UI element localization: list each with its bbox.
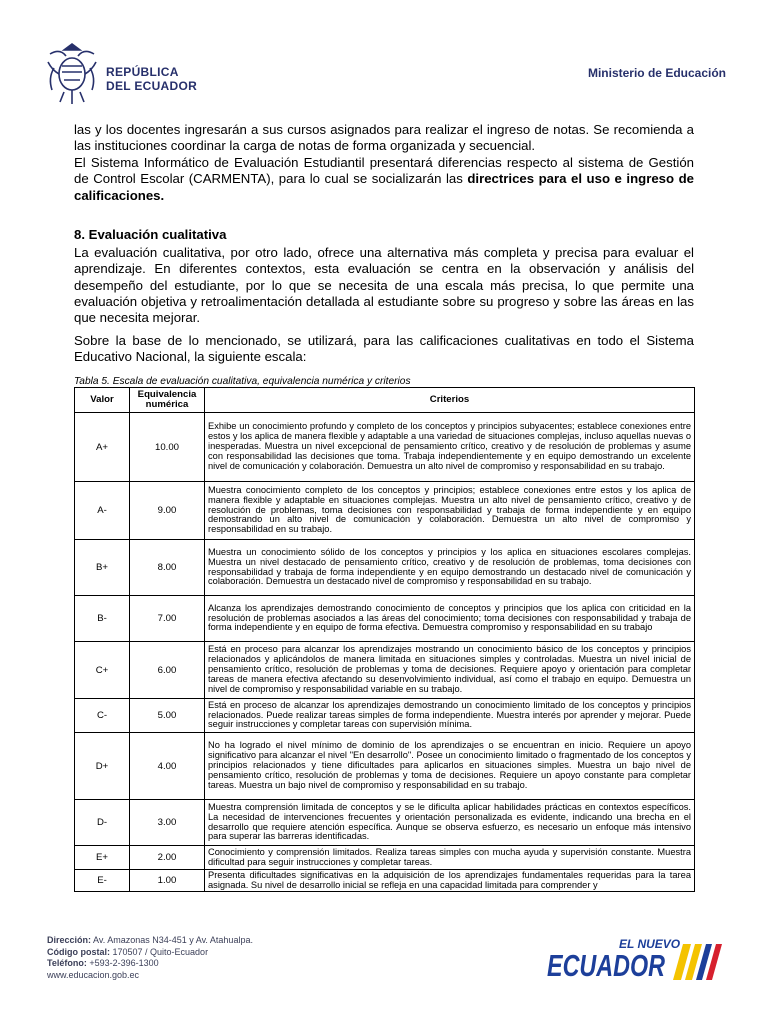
row-num: 10.00	[130, 413, 205, 482]
el-nuevo-ecuador-logo	[545, 930, 727, 986]
footer-contact	[47, 935, 253, 981]
row-num: 8.00	[130, 540, 205, 596]
table-row	[75, 699, 695, 733]
section-heading: 8. Evaluación cualitativa	[74, 227, 227, 242]
paragraph-2-text: El Sistema Informático de Evaluación Estudiantil presentará diferencias respecto al sistema de Gestión de Control Escolar (CARMENTA), para lo cual se socializarán las	[74, 155, 694, 187]
row-criterio-text: Está en proceso de alcanzar los aprendizajes demostrando un conocimiento limitado de los conceptos y principios relacionados. Puede realizar tareas simples de forma independiente. Muestra interés por aprender y mejorar. Puede seguir instrucciones y completar tareas con supervisión mínima.	[208, 700, 691, 730]
table-row	[75, 800, 695, 846]
address-label: Dirección:	[47, 935, 92, 945]
footer-address	[47, 935, 253, 947]
row-valor: C+	[75, 642, 130, 699]
paragraph-1: las y los docentes ingresarán a sus cursos asignados para realizar el ingreso de notas. Se recomienda a las instituciones coordinar la carga de notas de forma organizada y secuencial.	[74, 122, 694, 154]
row-criterio	[205, 800, 695, 846]
table-row	[75, 482, 695, 540]
row-num: 4.00	[130, 733, 205, 800]
footer-postal	[47, 947, 253, 959]
flag-stripes-icon	[673, 944, 722, 980]
phone-label: Teléfono:	[47, 958, 87, 968]
row-valor: C-	[75, 699, 130, 733]
table-row	[75, 733, 695, 800]
row-criterio	[205, 870, 695, 892]
row-criterio	[205, 846, 695, 870]
paragraph-3: La evaluación cualitativa, por otro lado, ofrece una alternativa más completa y precisa para evaluar el aprendizaje. En diferentes contextos, esta evaluación se centra en la observación y análisis del desempeño del estudiante, por lo que se necesita de una escala más precisa, lo que permite una evaluación objetiva y retroalimentación detallada al estudiante sobre su progreso y sobre las áreas en las que necesita mejorar.	[74, 245, 694, 326]
paragraph-2	[74, 155, 694, 204]
row-num: 9.00	[130, 482, 205, 540]
row-criterio-text: Conocimiento y comprensión limitados. Realiza tareas simples con mucha ayuda y supervisión constante. Muestra dificultad para seguir instrucciones y completar tareas.	[208, 847, 691, 867]
footer-phone	[47, 958, 253, 970]
row-num: 1.00	[130, 870, 205, 892]
table-header-row	[75, 388, 695, 413]
row-num: 6.00	[130, 642, 205, 699]
header-equivalencia: Equivalencia numérica	[130, 388, 205, 413]
row-valor: E-	[75, 870, 130, 892]
country-line-1: REPÚBLICA	[106, 65, 179, 79]
row-criterio	[205, 540, 695, 596]
row-criterio-text: Exhibe un conocimiento profundo y completo de los conceptos y principios subyacentes; establece conexiones entre estos y los aplica de manera flexible y adaptable a una variedad de situaciones complejas, incluso aquellas nuevas o inesperadas. Muestra un nivel excepcional de pensamiento crítico, creativo y de resolución de problemas y asume con responsabilidad las decisiones que toma. Trabaja independientemente y en equipo demostrando un excelente nivel de comunicación y colaboración. Demuestra un alto nivel de compromiso y responsabilidad en su trabajo.	[208, 422, 691, 471]
footer-website[interactable]: www.educacion.gob.ec	[47, 969, 140, 980]
row-valor: A+	[75, 413, 130, 482]
country-name	[106, 65, 197, 93]
header-valor: Valor	[75, 388, 130, 413]
row-num: 5.00	[130, 699, 205, 733]
logo-big-text: ECUADOR	[547, 948, 666, 983]
row-criterio	[205, 482, 695, 540]
table-row	[75, 870, 695, 892]
row-criterio-text: Muestra un conocimiento sólido de los conceptos y principios y los aplica en situaciones escolares complejas. Muestra un nivel destacado de pensamiento crítico, creativo y de resolución de problemas, toma decisiones con responsabilidad y trabaja de forma independiente y en equipo demostrando un destacado nivel de comunicación y colaboración. Demuestra un destacado nivel de compromiso y responsabilidad en su trabajo.	[208, 547, 691, 587]
table-row	[75, 413, 695, 482]
paragraph-2-bold: directrices para el uso e ingreso de calificaciones.	[74, 171, 694, 203]
row-num: 7.00	[130, 596, 205, 642]
postal-label: Código postal:	[47, 946, 110, 957]
row-valor: B+	[75, 540, 130, 596]
postal-value: 170507 / Quito-Ecuador	[110, 946, 209, 957]
table-row	[75, 596, 695, 642]
row-valor: D+	[75, 733, 130, 800]
logo-small-text: EL NUEVO	[619, 937, 681, 951]
row-valor: B-	[75, 596, 130, 642]
paragraph-4: Sobre la base de lo mencionado, se utilizará, para las calificaciones cualitativas en todo el Sistema Educativo Nacional, la siguiente escala:	[74, 333, 694, 365]
ministry-name: Ministerio de Educación	[587, 66, 726, 80]
row-criterio-text: Presenta dificultades significativas en la adquisición de los aprendizajes fundamentales requeridas para la tarea asignada. Su nivel de desarrollo inicial se refleja en una capacidad limitada para comprender y	[208, 870, 691, 890]
row-criterio	[205, 733, 695, 800]
country-line-2: DEL ECUADOR	[106, 79, 198, 93]
row-criterio-text: Está en proceso para alcanzar los aprendizajes mostrando un conocimiento básico de los conceptos y principios relacionados y aplicándolos de manera limitada en situaciones simples y controladas. Muestra un nivel inicial de pensamiento crítico, resolución de problemas y toma de decisiones. Requiere apoyo y orientación para completar tareas de manera efectiva afectando su desenvolvimiento individual, así como el trabajo en equipo. Demuestra un nivel de compromiso y responsabilidad variable en su trabajo.	[208, 645, 691, 694]
table-row	[75, 642, 695, 699]
row-criterio-text: No ha logrado el nivel mínimo de dominio de los aprendizajes o se encuentran en inicio. Requiere un apoyo significativo para alcanzar el nivel "En desarrollo". Posee un conocimiento limitado o fragmentado de los conceptos y principios relacionados y tiene dificultades para aplicarlos en situaciones simples. Muestra un bajo nivel de pensamiento crítico, resolución de problemas y toma de decisiones. Requiere un apoyo constante para completar tareas. Muestra un bajo nivel de compromiso y responsabilidad en su trabajo.	[208, 741, 691, 790]
row-criterio	[205, 642, 695, 699]
row-criterio-text: Muestra conocimiento completo de los conceptos y principios; establece conexiones entre estos y los aplica de manera flexible y adaptable en situaciones complejas. Muestra un alto nivel de pensamiento crítico, creativo y de resolución de problemas, toma decisiones con responsabilidad y trabaja de forma independiente y en equipo demostrando un alto nivel de comunicación y colaboración. Demuestra un alto nivel de compromiso y responsabilidad en su trabajo.	[208, 485, 691, 535]
coat-of-arms-icon	[44, 40, 100, 108]
row-num: 2.00	[130, 846, 205, 870]
phone-value: +593-2-396-1300	[86, 958, 159, 968]
row-valor: D-	[75, 800, 130, 846]
row-valor: A-	[75, 482, 130, 540]
evaluation-scale-table	[74, 387, 695, 892]
header-criterios: Criterios	[205, 388, 695, 413]
table-row	[75, 846, 695, 870]
row-criterio	[205, 413, 695, 482]
table-row	[75, 540, 695, 596]
row-criterio-text: Alcanza los aprendizajes demostrando conocimiento de conceptos y principios que los aplica con criticidad en la resolución de problemas asociados a las áreas del conocimiento; toma decisiones con responsabilidad y trabaja de forma independiente y en equipo de forma efectiva. Demuestra compromiso y responsabilidad en su trabajo	[208, 603, 691, 633]
row-valor: E+	[75, 846, 130, 870]
row-criterio	[205, 596, 695, 642]
address-value: Av. Amazonas N34-451 y Av. Atahualpa.	[91, 935, 253, 945]
row-criterio-text: Muestra comprensión limitada de conceptos y se le dificulta aplicar habilidades prácticas en contextos específicos. La necesidad de intervenciones frecuentes y orientación personalizada es evidente, indicando una brecha en el desarrollo que requiere atención específica. Aunque se observa esfuerzo, es necesario un enfoque más intensivo para superar las barreras identificadas.	[208, 802, 691, 842]
row-num: 3.00	[130, 800, 205, 846]
table-caption: Tabla 5. Escala de evaluación cualitativa, equivalencia numérica y criterios	[74, 376, 411, 387]
row-criterio	[205, 699, 695, 733]
